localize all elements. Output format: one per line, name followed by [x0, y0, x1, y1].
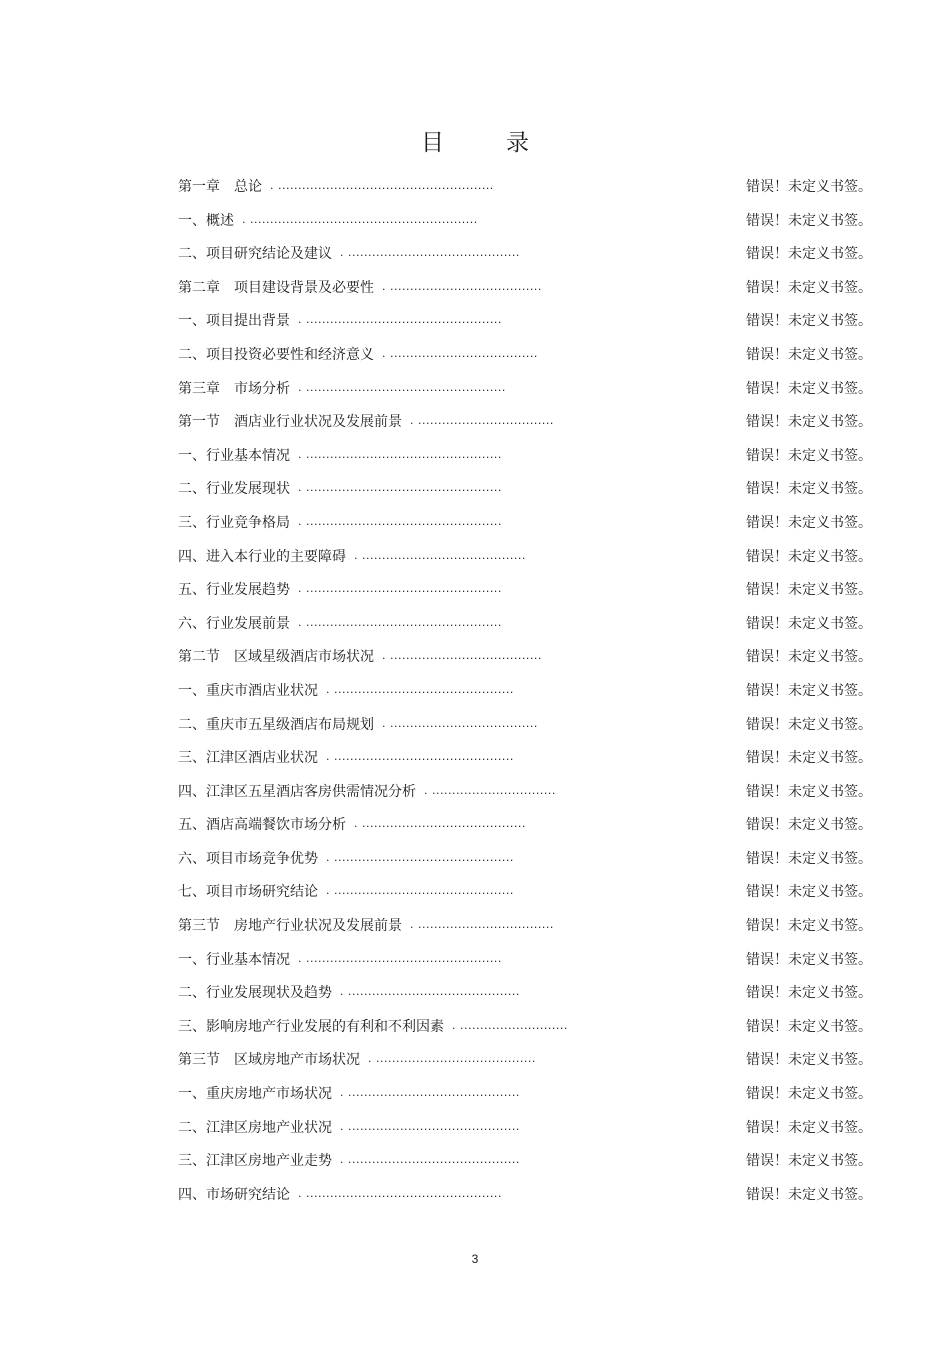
- page-number: 3: [471, 1252, 479, 1266]
- toc-entry-leader: . ...........................................: [340, 246, 520, 260]
- toc-entry-page-ref: 错误！未定义书签。: [746, 1086, 872, 1103]
- toc-entry-page-ref: 错误！未定义书签。: [746, 548, 872, 565]
- toc-entry-leader: . ......................................: [382, 279, 542, 293]
- toc-entry-leader: . .............................................: [326, 750, 514, 764]
- toc-entry-label: 六、项目市场竞争优势: [178, 850, 318, 867]
- toc-entry[interactable]: [178, 574, 872, 608]
- toc-entry-label: 二、行业发展现状及趋势: [178, 985, 332, 1002]
- toc-entry-page-ref: 错误！未定义书签。: [746, 682, 872, 699]
- toc-entry[interactable]: [178, 238, 872, 272]
- toc-entry-leader: . ......................................................: [270, 179, 494, 192]
- toc-entry-label: 第二章 项目建设背景及必要性: [178, 279, 374, 296]
- toc-entry[interactable]: [178, 1112, 872, 1146]
- toc-entry[interactable]: [178, 507, 872, 541]
- toc-entry[interactable]: [178, 272, 872, 306]
- toc-title: [0, 124, 950, 157]
- toc-entry-page-ref: 错误！未定义书签。: [746, 212, 872, 229]
- toc-entry-leader: . .................................................: [298, 514, 502, 528]
- toc-entry-label: 五、酒店高端餐饮市场分析: [178, 817, 346, 834]
- toc-entry[interactable]: [178, 944, 872, 978]
- toc-entry-page-ref: 错误！未定义书签。: [746, 313, 872, 330]
- toc-entry-page-ref: 错误！未定义书签。: [746, 514, 872, 531]
- toc-entry[interactable]: [178, 910, 872, 944]
- toc-entry-label: 第三章 市场分析: [178, 380, 290, 397]
- toc-entry-label: 一、重庆房地产市场状况: [178, 1086, 332, 1103]
- toc-entry-leader: . .....................................: [382, 716, 538, 730]
- toc-entry[interactable]: [178, 1044, 872, 1078]
- toc-entry-label: 三、影响房地产行业发展的有利和不利因素: [178, 1018, 444, 1035]
- toc-entry-page-ref: 错误！未定义书签。: [746, 750, 872, 767]
- toc-entry[interactable]: [178, 1078, 872, 1112]
- toc-entry[interactable]: [178, 1145, 872, 1179]
- toc-entry-page-ref: 错误！未定义书签。: [746, 817, 872, 834]
- toc-entry-label: 一、概述: [178, 212, 234, 229]
- toc-entry-leader: . .............................................: [326, 884, 514, 898]
- toc-entry[interactable]: [178, 776, 872, 810]
- toc-entry-label: 三、江津区酒店业状况: [178, 750, 318, 767]
- toc-entry-leader: . ...........................................: [340, 1153, 520, 1167]
- toc-entry-page-ref: 错误！未定义书签。: [746, 1153, 872, 1170]
- toc-entry-label: 二、重庆市五星级酒店布局规划: [178, 716, 374, 733]
- toc-entry-label: 四、江津区五星酒店客房供需情况分析: [178, 783, 416, 800]
- toc-entry-leader: . ...............................: [424, 783, 556, 797]
- toc-entry[interactable]: [178, 339, 872, 373]
- toc-entry-label: 三、江津区房地产业走势: [178, 1153, 332, 1170]
- toc-entry-label: 第二节 区域星级酒店市场状况: [178, 649, 374, 666]
- toc-entry[interactable]: [178, 977, 872, 1011]
- toc-entry-label: 一、项目提出背景: [178, 313, 290, 330]
- toc-entry[interactable]: [178, 742, 872, 776]
- toc-entry-page-ref: 错误！未定义书签。: [746, 481, 872, 498]
- toc-entry-page-ref: 错误！未定义书签。: [746, 649, 872, 666]
- toc-entry[interactable]: [178, 709, 872, 743]
- toc-entry-label: 五、行业发展趋势: [178, 582, 290, 599]
- toc-entry-page-ref: 错误！未定义书签。: [746, 246, 872, 263]
- toc-entry-leader: . ...........................: [452, 1018, 568, 1032]
- toc-entry[interactable]: [178, 641, 872, 675]
- toc-entry-leader: . ...........................................: [340, 1086, 520, 1100]
- toc-entry[interactable]: [178, 373, 872, 407]
- toc-entry-leader: . .................................................: [298, 313, 502, 327]
- toc-entry-page-ref: 错误！未定义书签。: [746, 884, 872, 901]
- toc-title-char-2: 录: [506, 130, 529, 156]
- toc-entry[interactable]: [178, 406, 872, 440]
- toc-entry-page-ref: 错误！未定义书签。: [746, 850, 872, 867]
- toc-entry-label: 二、项目研究结论及建议: [178, 246, 332, 263]
- toc-entry-leader: . .........................................: [354, 817, 526, 831]
- toc-entry-page-ref: 错误！未定义书签。: [746, 447, 872, 464]
- toc-entry-page-ref: 错误！未定义书签。: [746, 1186, 872, 1203]
- toc-title-char-1: 目: [421, 130, 444, 156]
- toc-entry-page-ref: 错误！未定义书签。: [746, 918, 872, 935]
- toc-entry[interactable]: [178, 440, 872, 474]
- table-of-contents: [178, 171, 872, 1212]
- toc-entry-page-ref: 错误！未定义书签。: [746, 582, 872, 599]
- toc-entry-leader: . ..................................: [410, 414, 554, 428]
- toc-entry[interactable]: [178, 171, 872, 205]
- toc-entry-leader: . .................................................: [298, 481, 502, 495]
- toc-entry-label: 第一节 酒店业行业状况及发展前景: [178, 414, 402, 431]
- toc-entry-label: 一、行业基本情况: [178, 447, 290, 464]
- toc-entry[interactable]: [178, 809, 872, 843]
- toc-entry-label: 二、江津区房地产业状况: [178, 1119, 332, 1136]
- toc-entry[interactable]: [178, 473, 872, 507]
- toc-entry-label: 七、项目市场研究结论: [178, 884, 318, 901]
- toc-entry[interactable]: [178, 876, 872, 910]
- toc-entry-leader: . .................................................: [298, 582, 502, 596]
- toc-entry-page-ref: 错误！未定义书签。: [746, 1018, 872, 1035]
- toc-entry[interactable]: [178, 608, 872, 642]
- toc-entry-label: 一、重庆市酒店业状况: [178, 682, 318, 699]
- toc-entry-page-ref: 错误！未定义书签。: [746, 615, 872, 632]
- toc-entry-leader: . .............................................: [326, 850, 514, 864]
- toc-entry-label: 六、行业发展前景: [178, 615, 290, 632]
- toc-entry-page-ref: 错误！未定义书签。: [746, 1119, 872, 1136]
- toc-entry-page-ref: 错误！未定义书签。: [746, 1052, 872, 1069]
- toc-entry-leader: . .................................................: [298, 1186, 502, 1200]
- toc-entry-page-ref: 错误！未定义书签。: [746, 716, 872, 733]
- toc-entry-leader: . .........................................: [354, 548, 526, 562]
- toc-entry-page-ref: 错误！未定义书签。: [746, 414, 872, 431]
- toc-entry-page-ref: 错误！未定义书签。: [746, 985, 872, 1002]
- toc-entry-leader: . ......................................: [382, 649, 542, 663]
- toc-entry-page-ref: 错误！未定义书签。: [746, 783, 872, 800]
- toc-entry-leader: . ..................................: [410, 918, 554, 932]
- toc-entry[interactable]: [178, 305, 872, 339]
- toc-entry[interactable]: [178, 205, 872, 239]
- toc-entry-leader: . .............................................: [326, 682, 514, 696]
- toc-entry-leader: . .................................................: [298, 447, 502, 461]
- toc-entry-page-ref: 错误！未定义书签。: [746, 179, 872, 195]
- toc-entry-leader: . ...........................................: [340, 985, 520, 999]
- toc-entry-leader: . .....................................: [382, 346, 538, 360]
- toc-entry-label: 二、行业发展现状: [178, 481, 290, 498]
- toc-entry-label: 第一章 总论: [178, 179, 262, 195]
- toc-entry-leader: . ...........................................: [340, 1119, 520, 1133]
- toc-entry[interactable]: [178, 1011, 872, 1045]
- toc-entry[interactable]: [178, 541, 872, 575]
- toc-entry[interactable]: [178, 1179, 872, 1213]
- toc-entry-label: 四、进入本行业的主要障碍: [178, 548, 346, 565]
- toc-entry-page-ref: 错误！未定义书签。: [746, 279, 872, 296]
- toc-entry-label: 二、项目投资必要性和经济意义: [178, 346, 374, 363]
- toc-entry-leader: . ..................................................: [298, 380, 506, 394]
- toc-entry-label: 三、行业竞争格局: [178, 514, 290, 531]
- toc-entry-label: 第三节 房地产行业状况及发展前景: [178, 918, 402, 935]
- toc-entry-leader: . .................................................: [298, 615, 502, 629]
- toc-entry-label: 第三节 区域房地产市场状况: [178, 1052, 360, 1069]
- toc-entry-leader: . ........................................: [368, 1052, 536, 1066]
- toc-entry[interactable]: [178, 675, 872, 709]
- toc-entry-leader: . .........................................................: [242, 212, 478, 226]
- toc-entry-label: 四、市场研究结论: [178, 1186, 290, 1203]
- toc-entry-label: 一、行业基本情况: [178, 951, 290, 968]
- toc-entry[interactable]: [178, 843, 872, 877]
- toc-entry-page-ref: 错误！未定义书签。: [746, 380, 872, 397]
- toc-entry-leader: . .................................................: [298, 951, 502, 965]
- toc-entry-page-ref: 错误！未定义书签。: [746, 951, 872, 968]
- toc-entry-page-ref: 错误！未定义书签。: [746, 346, 872, 363]
